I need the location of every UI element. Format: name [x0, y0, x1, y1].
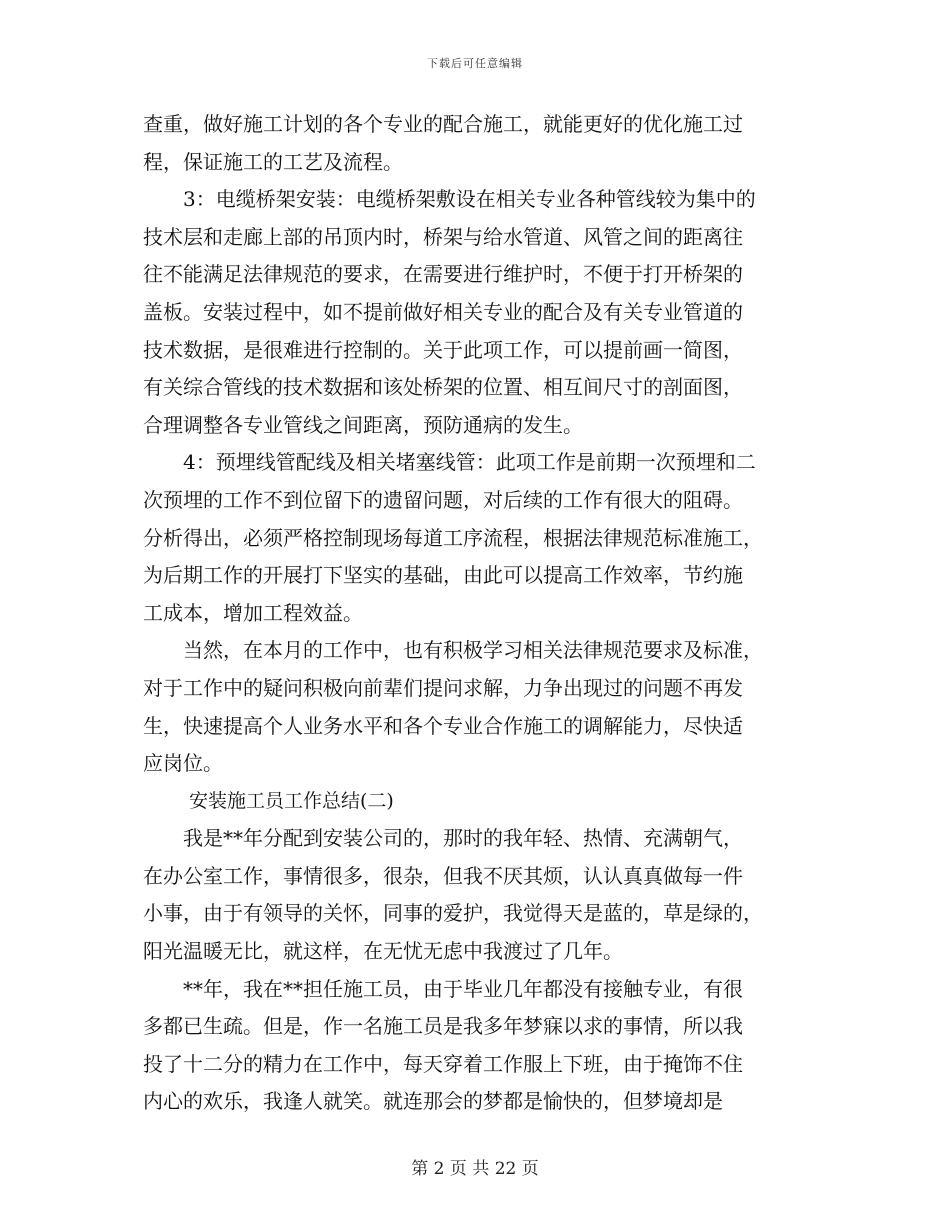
text-line: 有关综合管线的技术数据和该处桥架的位置、相互间尺寸的剖面图， [143, 375, 743, 400]
text-line: 4：预埋线管配线及相关堵塞线管：此项工作是前期一次预埋和二 [143, 450, 756, 475]
text-line: 当然，在本月的工作中，也有积极学习相关法律规范要求及标准， [143, 638, 763, 663]
page-number: 第 2 页 共 22 页 [411, 1159, 539, 1179]
section-heading: 安装施工员工作总结(二) [189, 789, 394, 812]
text-line: 分析得出，必须严格控制现场每道工序流程，根据法律规范标准施工， [143, 525, 763, 550]
text-line: 盖板。安装过程中，如不提前做好相关专业的配合及有关专业管道的 [143, 299, 743, 324]
text-line: 技术层和走廊上部的吊顶内时，桥架与给水管道、风管之间的距离往 [143, 224, 743, 249]
text-line: 投了十二分的精力在工作中，每天穿着工作服上下班，由于掩饰不住 [143, 1051, 743, 1076]
document-body [143, 106, 808, 1121]
text-line: 合理调整各专业管线之间距离，预防通病的发生。 [143, 412, 583, 437]
page-header: 下载后可任意编辑 [427, 57, 523, 70]
text-line: 内心的欢乐，我逢人就笑。就连那会的梦都是愉快的，但梦境却是 [143, 1089, 723, 1114]
text-line: 程，保证施工的工艺及流程。 [143, 149, 403, 174]
text-line: 次预埋的工作不到位留下的遗留问题，对后续的工作有很大的阻碍。 [143, 487, 743, 512]
text-line: 我是**年分配到安装公司的，那时的我年轻、热情、充满朝气， [143, 826, 743, 851]
text-line: 技术数据，是很难进行控制的。关于此项工作，可以提前画一简图， [143, 337, 743, 362]
text-line: 往不能满足法律规范的要求，在需要进行维护时，不便于打开桥架的 [143, 262, 743, 287]
text-line: 阳光温暖无比，就这样，在无忧无虑中我渡过了几年。 [143, 939, 623, 964]
text-line: 小事，由于有领导的关怀，同事的爱护，我觉得天是蓝的，草是绿的， [143, 901, 763, 926]
text-line: 生，快速提高个人业务水平和各个专业合作施工的调解能力，尽快适 [143, 713, 743, 738]
text-line: 工成本，增加工程效益。 [143, 600, 363, 625]
text-line: **年，我在**担任施工员，由于毕业几年都没有接触专业，有很 [143, 976, 743, 1001]
text-line: 在办公室工作，事情很多，很杂，但我不厌其烦，认认真真做每一件 [143, 863, 743, 888]
text-line: 为后期工作的开展打下坚实的基础，由此可以提高工作效率，节约施 [143, 563, 743, 588]
text-line: 多都已生疏。但是，作一名施工员是我多年梦寐以求的事情，所以我 [143, 1014, 743, 1039]
text-line: 对于工作中的疑问积极向前辈们提问求解，力争出现过的问题不再发 [143, 675, 743, 700]
text-line: 应岗位。 [143, 751, 223, 776]
text-line: 3：电缆桥架安装：电缆桥架敷设在相关专业各种管线较为集中的 [143, 187, 756, 212]
text-line: 查重，做好施工计划的各个专业的配合施工，就能更好的优化施工过 [143, 112, 743, 136]
